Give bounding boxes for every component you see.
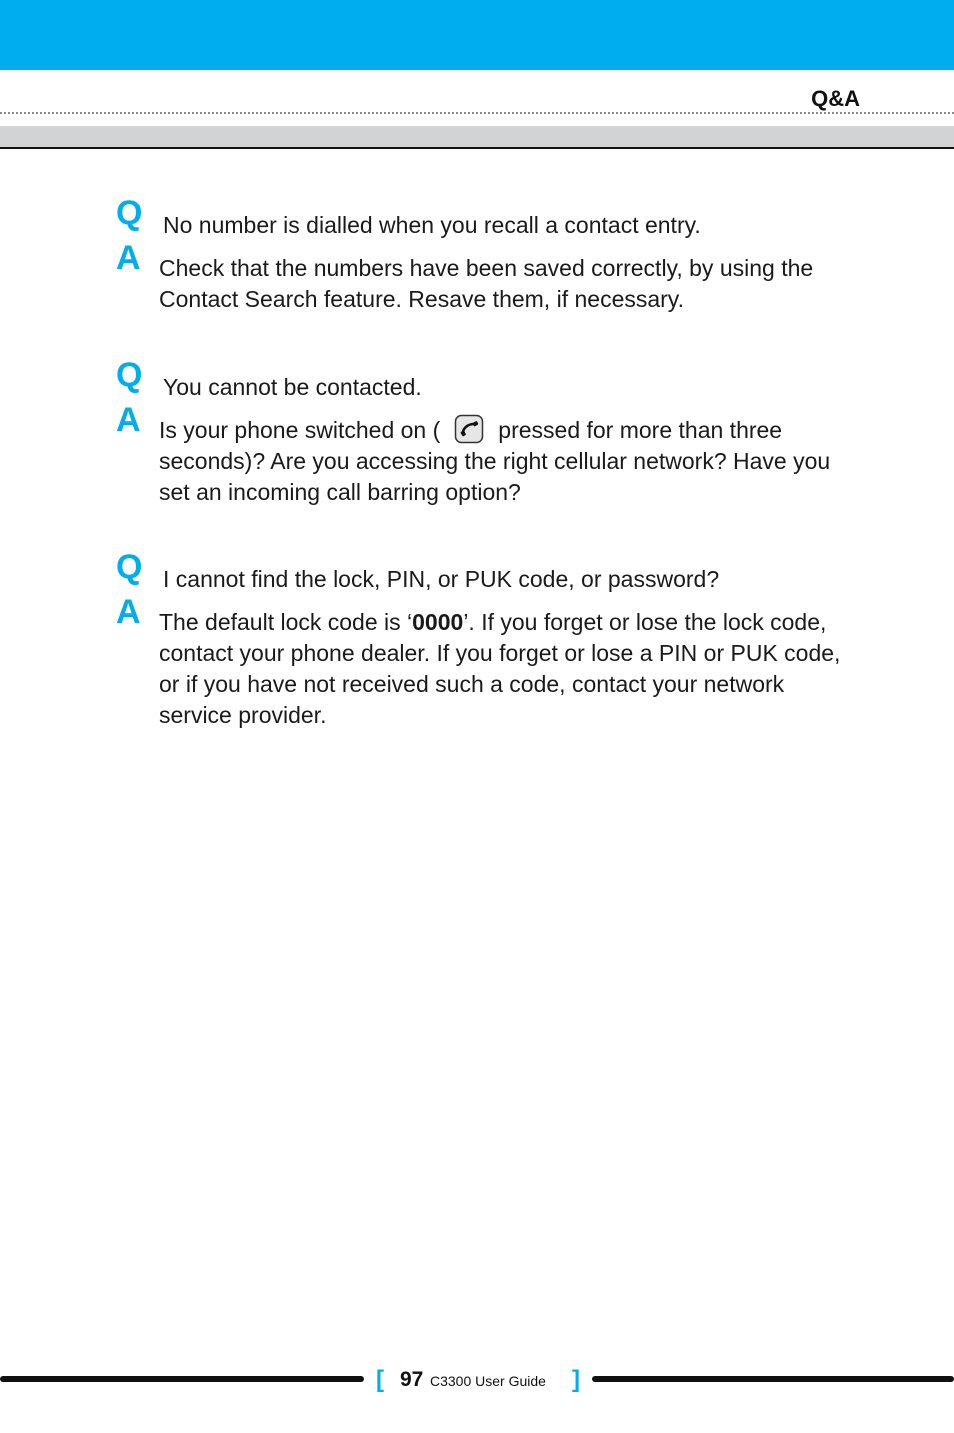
- footer-bracket-right: ]: [572, 1366, 580, 1393]
- gray-header-band: [0, 126, 954, 149]
- question-text: No number is dialled when you recall a contact entry.: [163, 212, 701, 238]
- end-call-key-icon: [454, 414, 484, 444]
- answer-text: [159, 607, 846, 731]
- qa-item: [116, 194, 846, 315]
- section-title: Q&A: [811, 86, 860, 111]
- a-marker: A: [116, 593, 141, 631]
- footer-rule-right: [592, 1376, 954, 1382]
- footer-bracket-left: [: [376, 1366, 384, 1393]
- answer-row: [116, 401, 846, 508]
- answer-row: [116, 593, 846, 731]
- q-marker: Q: [116, 548, 143, 586]
- answer-text-start: The default lock code is ‘: [159, 609, 413, 635]
- page-number: 97: [400, 1368, 424, 1391]
- question-text: You cannot be contacted.: [163, 374, 422, 400]
- answer-row: [116, 239, 846, 315]
- answer-text-end: pressed for more than three seconds)? Are you accessing the right cellular network? Have you set an incoming call barring option?: [159, 417, 831, 505]
- question-text: I cannot find the lock, PIN, or PUK code, or password?: [163, 566, 720, 592]
- answer-text: [159, 415, 846, 508]
- footer-rule-left: [0, 1376, 364, 1382]
- guide-title: C3300 User Guide: [430, 1373, 546, 1389]
- qa-item: [116, 356, 846, 508]
- qa-item: [116, 548, 846, 731]
- default-lock-code: 0000: [412, 609, 464, 635]
- answer-text-start: Is your phone switched on (: [159, 417, 441, 443]
- page-footer: [376, 1366, 580, 1396]
- question-row: [116, 356, 846, 403]
- question-row: [116, 548, 846, 595]
- header-color-band: [0, 0, 954, 70]
- a-marker: A: [116, 401, 141, 439]
- question-row: [116, 194, 846, 241]
- dotted-divider: [0, 112, 954, 114]
- q-marker: Q: [116, 356, 143, 394]
- answer-text: Check that the numbers have been saved correctly, by using the Contact Search feature. Resave them, if necessary.: [159, 255, 814, 312]
- q-marker: Q: [116, 194, 143, 232]
- answer-text-end: ’. If you forget or lose the lock code, contact your phone dealer. If you forget or lose a PIN or PUK code, or if you have not received such a code, contact your network service provider.: [159, 609, 841, 728]
- a-marker: A: [116, 239, 141, 277]
